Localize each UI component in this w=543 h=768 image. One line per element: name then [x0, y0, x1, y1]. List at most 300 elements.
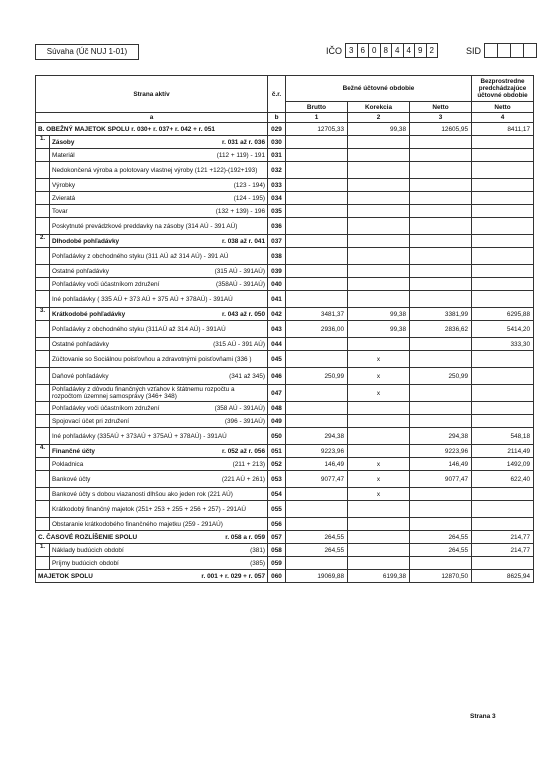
- row-label-wrap: [52, 296, 265, 303]
- row-cr: 044: [268, 338, 286, 351]
- cell-korekcia: [348, 415, 410, 428]
- row-formula: r. 058 a r. 059: [225, 533, 266, 541]
- row-label-cell: [50, 265, 268, 278]
- table-row: [36, 351, 534, 368]
- row-label-cell: [50, 501, 268, 518]
- cell-netto-prev: [472, 415, 534, 428]
- row-cr: 041: [268, 291, 286, 308]
- table-row: [36, 235, 534, 248]
- row-label-cell: [50, 235, 268, 248]
- cell-brutto: 9223,96: [286, 445, 348, 458]
- row-label: C. ČASOVÉ ROZLÍŠENIE SPOLU: [38, 533, 138, 541]
- row-label-wrap: [52, 386, 265, 400]
- row-number: [36, 205, 50, 218]
- row-number: [36, 179, 50, 192]
- row-label-wrap: [52, 491, 265, 498]
- row-label: Materiál: [52, 151, 75, 159]
- cell-netto-prev: [472, 179, 534, 192]
- row-label-cell: [50, 205, 268, 218]
- row-label-cell: [50, 445, 268, 458]
- row-label-cell: [36, 123, 268, 136]
- table-row: [36, 192, 534, 205]
- cell-netto: 9077,47: [410, 471, 472, 488]
- table-row: [36, 368, 534, 385]
- cell-netto: [410, 402, 472, 415]
- row-cr: 037: [268, 235, 286, 248]
- cell-netto-prev: 214,77: [472, 531, 534, 544]
- sid-box: [523, 43, 537, 58]
- cell-korekcia: [348, 149, 410, 162]
- row-cr: 047: [268, 385, 286, 402]
- row-formula: r. 038 až r. 041: [222, 237, 266, 245]
- cell-korekcia: [348, 136, 410, 149]
- table-row: [36, 501, 534, 518]
- row-label: Ostatné pohľadávky: [52, 267, 109, 275]
- row-label-cell: [50, 338, 268, 351]
- ico-digit: 2: [426, 43, 439, 58]
- row-formula: (315 AÚ - 391 AÚ): [213, 340, 266, 348]
- cell-korekcia: [348, 557, 410, 570]
- page-number: Strana 3: [470, 713, 496, 720]
- cell-netto-prev: 8625,94: [472, 570, 534, 583]
- cell-netto: 3381,99: [410, 308, 472, 321]
- cell-netto-prev: [472, 291, 534, 308]
- cell-netto-prev: [472, 518, 534, 531]
- row-label: Bankové účty: [52, 475, 91, 483]
- cell-netto: [410, 136, 472, 149]
- row-label-wrap: [52, 195, 265, 202]
- row-label: Poskytnuté prevádzkové preddavky na zásoby (314 AÚ - 391 AÚ): [52, 222, 238, 230]
- cell-brutto: 9077,47: [286, 471, 348, 488]
- cell-netto-prev: 548,18: [472, 428, 534, 445]
- table-row: [36, 149, 534, 162]
- cell-brutto: [286, 415, 348, 428]
- cell-brutto: [286, 136, 348, 149]
- row-label-cell: [36, 570, 268, 583]
- table-row: [36, 544, 534, 557]
- cell-netto-prev: [472, 385, 534, 402]
- header-predchadzajuce-obdobie: Bezprostredne predchádzajúce účtovné obdobie: [472, 76, 534, 102]
- row-cr: 045: [268, 351, 286, 368]
- row-label-wrap: [38, 573, 265, 580]
- row-number: [36, 368, 50, 385]
- row-cr: 040: [268, 278, 286, 291]
- cell-korekcia: [348, 265, 410, 278]
- row-label-cell: [50, 351, 268, 368]
- row-label-cell: [50, 385, 268, 402]
- row-label: Obstaranie krátkodobého finančného majetku (259 - 291AÚ): [52, 520, 223, 528]
- cell-brutto: [286, 218, 348, 235]
- row-label-cell: [50, 278, 268, 291]
- row-label: MAJETOK SPOLU: [38, 572, 93, 580]
- cell-brutto: 264,55: [286, 531, 348, 544]
- header-netto: Netto: [410, 102, 472, 113]
- cell-korekcia: [348, 402, 410, 415]
- cell-korekcia: [348, 518, 410, 531]
- row-label-wrap: [52, 476, 265, 483]
- cell-netto-prev: [472, 368, 534, 385]
- row-label: Pohľadávky z dôvodu finančných vzťahov k štátnemu rozpočtu a rozpočtom územnej samosprávy (346+ 348): [52, 386, 235, 400]
- cell-netto: 294,38: [410, 428, 472, 445]
- cell-netto: [410, 149, 472, 162]
- row-number: 3.: [36, 308, 50, 321]
- row-label-wrap: [52, 139, 265, 146]
- row-number: 1.: [36, 136, 50, 149]
- cell-netto: [410, 338, 472, 351]
- row-cr: 031: [268, 149, 286, 162]
- cell-netto: 9223,96: [410, 445, 472, 458]
- row-label: Daňové pohľadávky: [52, 372, 109, 380]
- header-cr: č.r.: [268, 76, 286, 113]
- cell-korekcia: x: [348, 385, 410, 402]
- header-strana-aktiv: Strana aktív: [36, 76, 268, 113]
- row-label: Náklady budúcich období: [52, 546, 124, 554]
- row-label: Pohľadávky voči účastníkom združení: [52, 404, 160, 412]
- cell-korekcia: 99,38: [348, 308, 410, 321]
- header-korekcia: Korekcia: [348, 102, 410, 113]
- cell-netto: [410, 351, 472, 368]
- cell-brutto: [286, 248, 348, 265]
- cell-brutto: 19069,88: [286, 570, 348, 583]
- table-row: [36, 205, 534, 218]
- row-cr: 053: [268, 471, 286, 488]
- row-label: Spojovací účet pri združení: [52, 417, 130, 425]
- row-label-wrap: [52, 341, 265, 348]
- row-label-wrap: [52, 326, 265, 333]
- cell-netto: 250,99: [410, 368, 472, 385]
- row-label-cell: [50, 368, 268, 385]
- cell-korekcia: [348, 291, 410, 308]
- row-number: [36, 321, 50, 338]
- cell-netto: 12605,95: [410, 123, 472, 136]
- table-row: [36, 531, 534, 544]
- row-label-wrap: [52, 281, 265, 288]
- ico-digit: 3: [345, 43, 358, 58]
- cell-brutto: [286, 557, 348, 570]
- row-number: [36, 518, 50, 531]
- cell-brutto: 3481,37: [286, 308, 348, 321]
- ico-digit: 4: [391, 43, 404, 58]
- cell-netto-prev: [472, 235, 534, 248]
- cell-netto-prev: [472, 402, 534, 415]
- row-label: Pohľadávky voči účastníkom združení: [52, 280, 160, 288]
- row-cr: 033: [268, 179, 286, 192]
- row-label-cell: [50, 162, 268, 179]
- row-number: [36, 557, 50, 570]
- cell-korekcia: [348, 501, 410, 518]
- cell-brutto: [286, 291, 348, 308]
- row-label-wrap: [52, 405, 265, 412]
- row-label-wrap: [52, 418, 265, 425]
- table-body: [36, 123, 534, 583]
- row-label-wrap: [52, 373, 265, 380]
- row-cr: 046: [268, 368, 286, 385]
- table-row: [36, 445, 534, 458]
- row-label: Krátkodobé pohľadávky: [52, 310, 126, 318]
- row-number: [36, 265, 50, 278]
- row-label-wrap: [52, 433, 265, 440]
- cell-korekcia: [348, 531, 410, 544]
- cell-netto: [410, 218, 472, 235]
- row-number: [36, 402, 50, 415]
- row-label-cell: [50, 149, 268, 162]
- row-label-wrap: [52, 356, 265, 363]
- row-number: [36, 488, 50, 501]
- row-formula: (385): [250, 559, 266, 567]
- cell-netto-prev: [472, 265, 534, 278]
- cell-korekcia: [348, 248, 410, 265]
- row-formula: (381): [250, 546, 266, 554]
- row-label: B. OBEŽNÝ MAJETOK SPOLU r. 030+ r. 037+ r. 042 + r. 051: [38, 125, 215, 133]
- ico-field: [326, 43, 438, 58]
- ico-digit: 9: [414, 43, 427, 58]
- row-cr: 048: [268, 402, 286, 415]
- row-formula: (221 AÚ + 261): [221, 475, 266, 483]
- table-row: [36, 415, 534, 428]
- row-number: [36, 162, 50, 179]
- row-label: Výrobky: [52, 181, 76, 189]
- row-label: Príjmy budúcich období: [52, 559, 119, 567]
- sid-box: [484, 43, 498, 58]
- cell-brutto: [286, 518, 348, 531]
- row-label-cell: [50, 308, 268, 321]
- row-label-wrap: [52, 208, 265, 215]
- row-label: Bankové účty s dobou viazanosti dlhšou ako jeden rok (221 AÚ): [52, 490, 233, 498]
- sid-box: [497, 43, 511, 58]
- row-cr: 050: [268, 428, 286, 445]
- cell-brutto: [286, 235, 348, 248]
- row-cr: 030: [268, 136, 286, 149]
- table-row: [36, 291, 534, 308]
- cell-netto-prev: [472, 136, 534, 149]
- row-number: [36, 458, 50, 471]
- cell-brutto: 264,55: [286, 544, 348, 557]
- row-cr: 038: [268, 248, 286, 265]
- row-label-wrap: [52, 268, 265, 275]
- row-label-wrap: [52, 223, 265, 230]
- cell-korekcia: 99,38: [348, 321, 410, 338]
- row-label: Tovar: [52, 207, 68, 215]
- cell-brutto: [286, 149, 348, 162]
- table-row: [36, 402, 534, 415]
- row-label: Zásoby: [52, 138, 75, 146]
- sid-label: SID: [466, 45, 482, 56]
- cell-korekcia: [348, 192, 410, 205]
- cell-korekcia: [348, 428, 410, 445]
- index-4: 4: [472, 113, 534, 123]
- cell-netto: [410, 501, 472, 518]
- row-label-cell: [50, 136, 268, 149]
- row-cr: 058: [268, 544, 286, 557]
- table-row: [36, 136, 534, 149]
- row-label: Dlhodobé pohľadávky: [52, 237, 120, 245]
- row-label-cell: [50, 321, 268, 338]
- cell-netto: [410, 415, 472, 428]
- cell-korekcia: [348, 205, 410, 218]
- row-cr: 060: [268, 570, 286, 583]
- row-number: [36, 248, 50, 265]
- row-number: [36, 415, 50, 428]
- cell-netto-prev: 6295,88: [472, 308, 534, 321]
- index-1: 1: [286, 113, 348, 123]
- cell-korekcia: 99,38: [348, 123, 410, 136]
- index-3: 3: [410, 113, 472, 123]
- row-formula: r. 031 až r. 036: [222, 138, 266, 146]
- header-bezne-obdobie: Bežné účtovné obdobie: [286, 76, 472, 102]
- row-label-cell: [50, 218, 268, 235]
- cell-netto-prev: [472, 278, 534, 291]
- table-row: [36, 471, 534, 488]
- cell-korekcia: [348, 338, 410, 351]
- table-row: [36, 518, 534, 531]
- table-row: [36, 428, 534, 445]
- row-formula: r. 043 až r. 050: [222, 310, 266, 318]
- row-number: 4.: [36, 445, 50, 458]
- row-label: Ostatné pohľadávky: [52, 340, 109, 348]
- table-row: [36, 278, 534, 291]
- row-label: Iné pohľadávky ( 335 AÚ + 373 AÚ + 375 AÚ + 378AÚ) - 391AÚ: [52, 295, 233, 303]
- cell-brutto: [286, 162, 348, 179]
- row-label-cell: [50, 291, 268, 308]
- row-label-wrap: [52, 461, 265, 468]
- cell-korekcia: x: [348, 471, 410, 488]
- row-label: Zvieratá: [52, 194, 76, 202]
- row-number: 1.: [36, 544, 50, 557]
- table-row: [36, 265, 534, 278]
- cell-netto-prev: 5414,20: [472, 321, 534, 338]
- row-cr: 049: [268, 415, 286, 428]
- table-row: [36, 321, 534, 338]
- cell-netto: 146,49: [410, 458, 472, 471]
- cell-netto: [410, 518, 472, 531]
- cell-korekcia: x: [348, 488, 410, 501]
- row-label-cell: [50, 488, 268, 501]
- row-number: [36, 192, 50, 205]
- cell-netto-prev: [472, 205, 534, 218]
- index-a: a: [36, 113, 268, 123]
- row-formula: (358 AÚ - 391AÚ): [214, 404, 266, 412]
- row-label: Iné pohľadávky (335AÚ + 373AÚ + 375AÚ + 378AÚ) - 391AÚ: [52, 432, 227, 440]
- index-2: 2: [348, 113, 410, 123]
- cell-netto: 264,55: [410, 544, 472, 557]
- row-formula: (123 - 194): [233, 181, 266, 189]
- row-formula: r. 052 až r. 056: [222, 447, 266, 455]
- cell-brutto: [286, 338, 348, 351]
- row-number: [36, 149, 50, 162]
- cell-brutto: 250,99: [286, 368, 348, 385]
- row-label-wrap: [38, 126, 265, 133]
- cell-netto-prev: [472, 218, 534, 235]
- cell-netto-prev: 2114,49: [472, 445, 534, 458]
- table-row: [36, 570, 534, 583]
- cell-netto-prev: [472, 488, 534, 501]
- row-label: Krátkodobý finančný majetok (251+ 253 + 255 + 256 + 257) - 291AÚ: [52, 505, 246, 513]
- cell-netto: [410, 162, 472, 179]
- cell-korekcia: [348, 218, 410, 235]
- row-number: [36, 471, 50, 488]
- header-brutto: Brutto: [286, 102, 348, 113]
- ico-digit: 6: [357, 43, 370, 58]
- cell-korekcia: 6199,38: [348, 570, 410, 583]
- table-row: [36, 488, 534, 501]
- cell-korekcia: [348, 235, 410, 248]
- cell-netto-prev: [472, 351, 534, 368]
- table-row: [36, 385, 534, 402]
- table-row: [36, 218, 534, 235]
- ico-digit: 4: [403, 43, 416, 58]
- table-row: [36, 458, 534, 471]
- row-label: Zúčtovanie so Sociálnou poisťovňou a zdravotnými poisťovňami (336 ): [52, 355, 252, 363]
- cell-netto: [410, 192, 472, 205]
- row-formula: r. 001 + r. 029 + r. 057: [201, 572, 266, 580]
- row-number: [36, 278, 50, 291]
- ico-digit: 8: [380, 43, 393, 58]
- cell-korekcia: [348, 445, 410, 458]
- cell-korekcia: [348, 544, 410, 557]
- row-formula: (112 + 119) - 191: [216, 151, 266, 159]
- cell-netto-prev: [472, 192, 534, 205]
- ico-digit: 0: [368, 43, 381, 58]
- row-formula: (124 - 195): [233, 194, 266, 202]
- cell-netto: [410, 291, 472, 308]
- cell-brutto: [286, 179, 348, 192]
- row-label-cell: [50, 402, 268, 415]
- row-label-wrap: [52, 311, 265, 318]
- row-label-cell: [36, 531, 268, 544]
- row-label-cell: [50, 192, 268, 205]
- cell-netto-prev: 1492,09: [472, 458, 534, 471]
- row-cr: 034: [268, 192, 286, 205]
- cell-brutto: [286, 265, 348, 278]
- row-cr: 036: [268, 218, 286, 235]
- row-label-cell: [50, 471, 268, 488]
- cell-netto: [410, 488, 472, 501]
- row-number: [36, 501, 50, 518]
- cell-brutto: 12705,33: [286, 123, 348, 136]
- row-number: [36, 351, 50, 368]
- table-row: [36, 338, 534, 351]
- cell-netto: [410, 179, 472, 192]
- index-b: b: [268, 113, 286, 123]
- cell-netto: [410, 248, 472, 265]
- cell-brutto: 294,38: [286, 428, 348, 445]
- row-label: Nedokončená výroba a polotovary vlastnej výroby (121 +122)-(192+193): [52, 166, 258, 174]
- cell-netto: [410, 265, 472, 278]
- ico-label: IČO: [326, 45, 343, 56]
- row-label: Pohľadávky z obchodného styku (311AÚ až 314 AÚ) - 391AÚ: [52, 325, 226, 333]
- cell-brutto: [286, 488, 348, 501]
- cell-korekcia: x: [348, 368, 410, 385]
- row-label-wrap: [52, 506, 265, 513]
- row-label: Pohľadávky z obchodného styku (311 AÚ až 314 AÚ) - 391 AÚ: [52, 252, 229, 260]
- form-title: Súvaha (Úč NUJ 1-01): [35, 44, 139, 60]
- row-cr: 032: [268, 162, 286, 179]
- cell-netto: [410, 557, 472, 570]
- cell-korekcia: [348, 278, 410, 291]
- row-formula: (358AÚ - 391AÚ): [215, 280, 266, 288]
- row-label-wrap: [52, 253, 265, 260]
- cell-netto: [410, 278, 472, 291]
- cell-brutto: [286, 351, 348, 368]
- row-label-wrap: [52, 238, 265, 245]
- row-label-cell: [50, 428, 268, 445]
- row-formula: (211 + 213): [232, 460, 266, 468]
- row-cr: 043: [268, 321, 286, 338]
- cell-netto-prev: [472, 149, 534, 162]
- row-number: [36, 385, 50, 402]
- cell-netto: [410, 385, 472, 402]
- sid-field: [466, 43, 537, 58]
